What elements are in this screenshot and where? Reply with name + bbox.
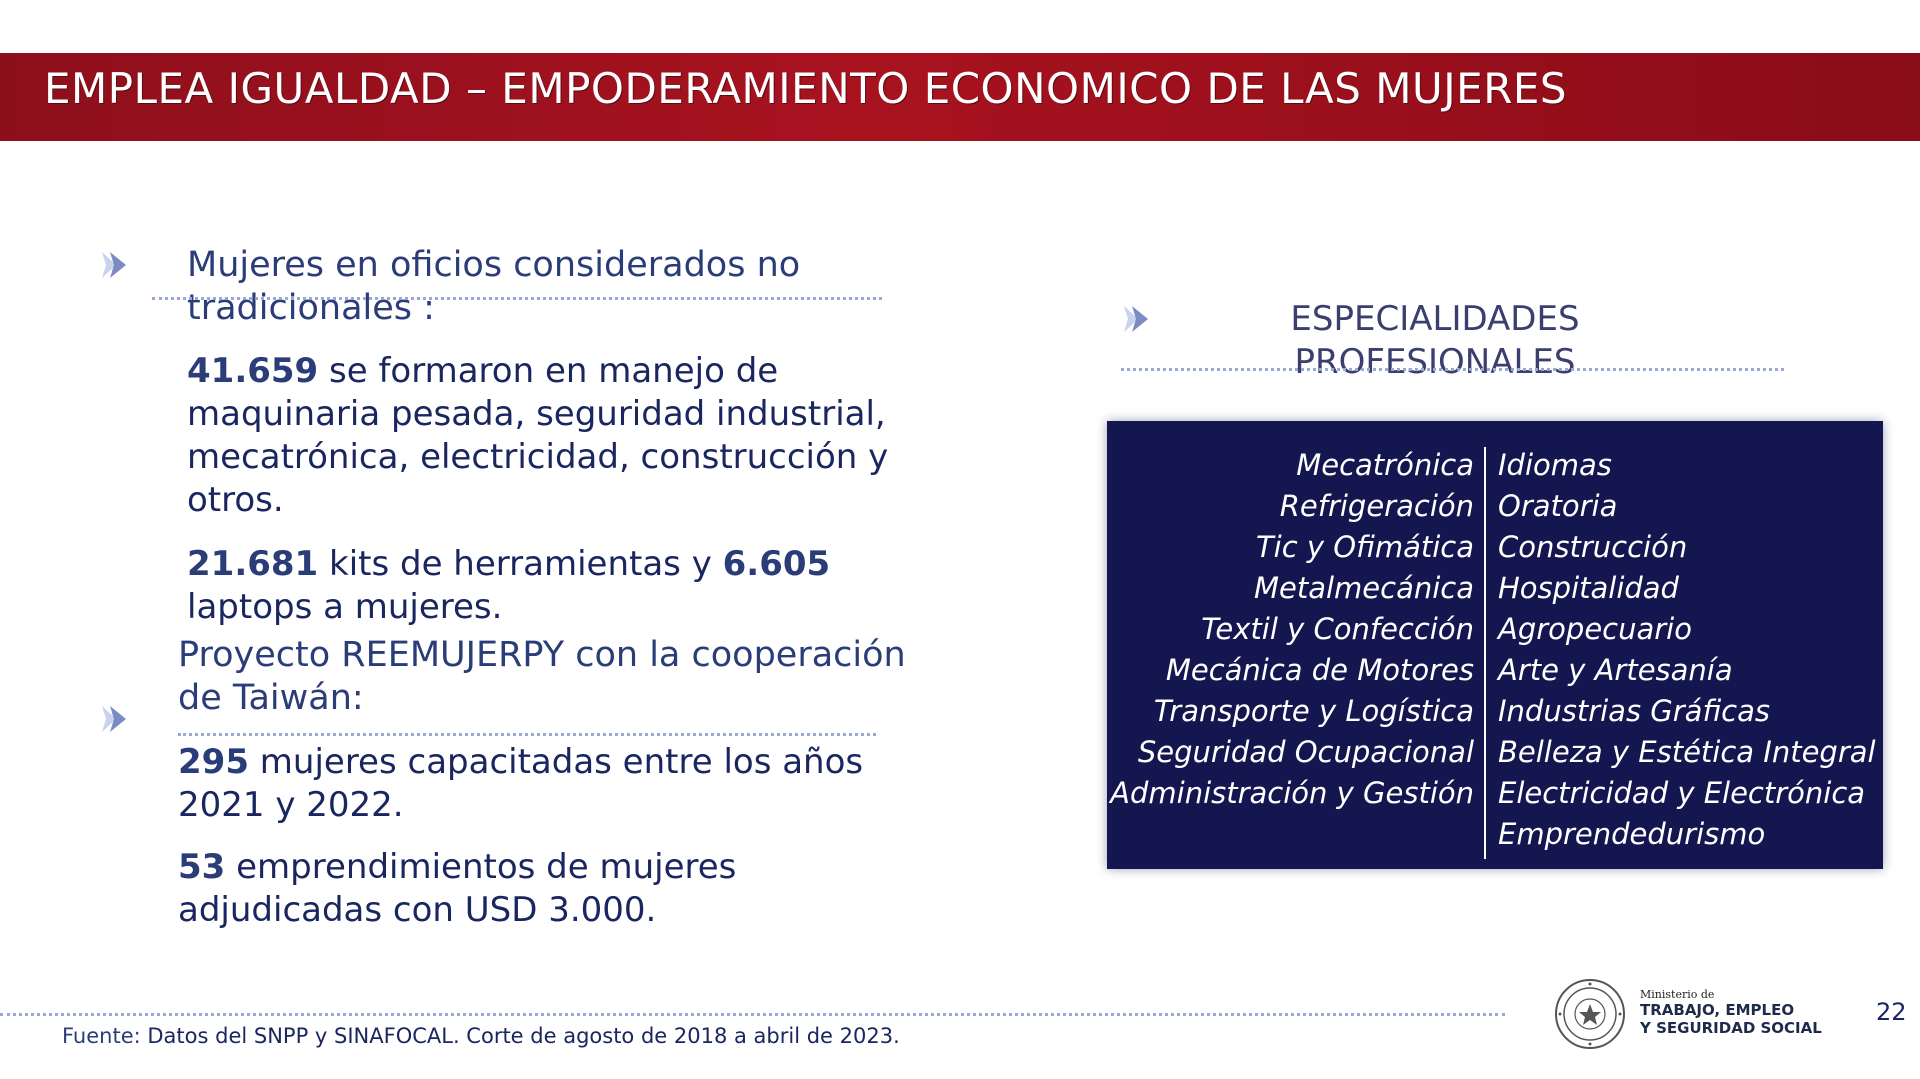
specialty-item: Emprendedurismo xyxy=(1498,817,1766,851)
page-number: 22 xyxy=(1876,998,1907,1026)
specialty-item: Mecánica de Motores xyxy=(1165,653,1474,687)
section2-paragraph2: 53 emprendimientos de mujeres adjudicadas con USD 3.000. xyxy=(178,847,737,930)
specialty-item: Mecatrónica xyxy=(1296,448,1474,482)
section1-heading: Mujeres en oficios considerados no tradicionales : xyxy=(187,245,801,328)
footer-source: Fuente: Datos del SNPP y SINAFOCAL. Corte de agosto de 2018 a abril de 2023. xyxy=(62,1024,900,1048)
specialty-item: Hospitalidad xyxy=(1498,571,1679,605)
chevron-bullet-icon xyxy=(1120,302,1154,336)
ministry-logo-text: Ministerio de TRABAJO, EMPLEO Y SEGURIDAD SOCIAL xyxy=(1640,988,1822,1037)
specialty-item: Seguridad Ocupacional xyxy=(1137,735,1474,769)
section1-paragraph1: 41.659 se formaron en manejo de maquinaria pesada, seguridad industrial, mecatrónica, electricidad, construcción y otros. xyxy=(187,351,889,520)
specialty-item: Oratoria xyxy=(1498,489,1618,523)
specialty-item: Tic y Ofimática xyxy=(1255,530,1474,564)
section1-divider xyxy=(152,297,882,300)
specialty-item: Transporte y Logística xyxy=(1153,694,1474,728)
section2-paragraph1: 295 mujeres capacitadas entre los años 2021 y 2022. xyxy=(178,742,864,825)
section2-heading: Proyecto REEMUJERPY con la cooperación de Taiwán: xyxy=(178,635,906,718)
national-seal-icon xyxy=(1553,977,1627,1051)
specialty-item: Administración y Gestión xyxy=(1110,776,1474,810)
specialty-item: Metalmecánica xyxy=(1253,571,1474,605)
specialty-item: Belleza y Estética Integral xyxy=(1498,735,1876,769)
specialty-item: Agropecuario xyxy=(1498,612,1692,646)
footer-divider xyxy=(0,1013,1505,1016)
specialties-heading: ESPECIALIDADES PROFESIONALES xyxy=(1290,299,1580,382)
specialties-column-divider xyxy=(1484,447,1486,859)
specialty-item: Textil y Confección xyxy=(1201,612,1474,646)
chevron-bullet-icon xyxy=(98,702,132,736)
specialty-item: Arte y Artesanía xyxy=(1498,653,1733,687)
specialties-box xyxy=(1107,421,1883,869)
specialties-right-column xyxy=(1498,445,1876,855)
chevron-bullet-icon xyxy=(98,248,132,282)
slide-title: EMPLEA IGUALDAD – EMPODERAMIENTO ECONOMICO DE LAS MUJERES xyxy=(44,64,1568,113)
specialty-item: Idiomas xyxy=(1498,448,1612,482)
specialties-divider xyxy=(1121,368,1784,371)
specialty-item: Refrigeración xyxy=(1279,489,1474,523)
specialty-item: Construcción xyxy=(1498,530,1688,564)
specialty-item: Electricidad y Electrónica xyxy=(1498,776,1866,810)
specialty-item: Industrias Gráficas xyxy=(1498,694,1771,728)
section1-paragraph2: 21.681 kits de herramientas y 6.605 laptops a mujeres. xyxy=(187,544,831,627)
section2-divider xyxy=(178,733,876,736)
specialties-left-column xyxy=(1110,445,1474,814)
